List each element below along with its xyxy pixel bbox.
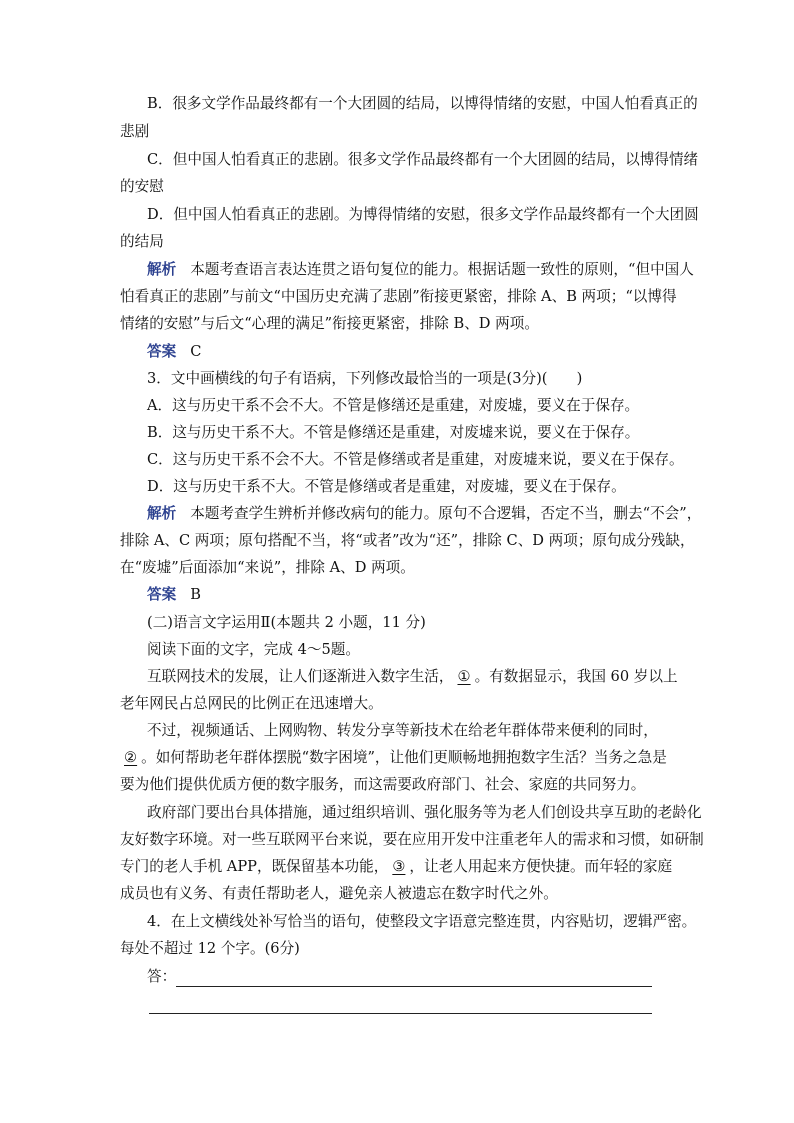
passage-text: 。有数据显示，我国 60 岁以上 bbox=[474, 668, 678, 685]
q2-option-d-line1: D．但中国人怕看真正的悲剧。为博得情绪的安慰，很多文学作品最终都有一个大团圆 bbox=[147, 206, 699, 223]
answer-line-1[interactable] bbox=[176, 986, 652, 987]
q4-stem-line1: 4．在上文横线处补写恰当的语句，使整段文字语意完整连贯，内容贴切，逻辑严密。 bbox=[147, 913, 697, 930]
q3-analysis-line2: 排除 A、C 两项；原句搭配不当，将“或者”改为“还”，排除 C、D 两项；原句成分残缺， bbox=[120, 532, 695, 549]
q3-stem: 3．文中画横线的句子有语病，下列修改最恰当的一项是(3分)( ) bbox=[147, 370, 583, 387]
analysis-label: 解析 bbox=[147, 505, 177, 522]
q2-option-b-line1: B．很多文学作品最终都有一个大团圆的结局，以博得情绪的安慰，中国人怕看真正的 bbox=[147, 95, 698, 112]
blank-2: ② bbox=[124, 749, 138, 766]
answer-line-2[interactable] bbox=[149, 1013, 652, 1014]
q3-option-a: A．这与历史干系不会不大。不管是修缮还是重建，对废墟，要义在于保存。 bbox=[147, 397, 640, 414]
q3-answer bbox=[147, 585, 201, 605]
passage-text: 互联网技术的发展，让人们逐渐进入数字生活， bbox=[147, 668, 454, 685]
q3-answer-value: B bbox=[190, 586, 201, 603]
passage-p2-line2 bbox=[120, 748, 667, 768]
passage-p3-line3 bbox=[120, 857, 672, 877]
passage-p2-line3: 要为他们提供优质方便的数字服务，而这需要政府部门、社会、家庭的共同努力。 bbox=[120, 776, 646, 793]
q3-analysis-text1: 本题考查学生辨析并修改病句的能力。原句不合逻辑，否定不当，删去“不会”， bbox=[190, 505, 702, 522]
passage-p1-line2: 老年网民占总网民的比例正在迅速增大。 bbox=[120, 695, 383, 712]
q3-analysis-line3: 在“废墟”后面添加“来说”，排除 A、D 两项。 bbox=[120, 559, 415, 576]
q3-option-c: C．这与历史干系不会不大。不管是修缮或者是重建，对废墟来说，要义在于保存。 bbox=[147, 451, 684, 468]
passage-text: 专门的老人手机 APP，既保留基本功能， bbox=[120, 858, 389, 875]
answer-label: 答案 bbox=[147, 586, 177, 603]
blank-1: ① bbox=[457, 668, 471, 685]
q2-option-c-line1: C．但中国人怕看真正的悲剧。很多文学作品最终都有一个大团圆的结局，以博得情绪 bbox=[147, 151, 699, 168]
analysis-label: 解析 bbox=[147, 261, 177, 278]
blank-3: ③ bbox=[392, 858, 406, 875]
section-heading: (二)语言文字运用Ⅱ(本题共 2 小题，11 分) bbox=[147, 614, 426, 631]
q2-answer-value: C bbox=[190, 343, 202, 360]
q2-analysis-line2: 怕看真正的悲剧”与前文“中国历史充满了悲剧”衔接更紧密，排除 A、B 两项；“以博得 bbox=[120, 288, 677, 305]
q3-analysis-line1 bbox=[147, 504, 701, 524]
q2-analysis-text1: 本题考查语言表达连贯之语句复位的能力。根据话题一致性的原则，“但中国人 bbox=[190, 261, 694, 278]
q4-stem-line2: 每处不超过 12 个字。(6分) bbox=[120, 940, 300, 957]
q2-option-b-line2: 悲剧 bbox=[120, 123, 150, 140]
q2-option-d-line2: 的结局 bbox=[120, 233, 164, 250]
q3-option-d: D．这与历史干系不大。不管是修缮或者是重建，对废墟，要义在于保存。 bbox=[147, 478, 626, 495]
passage-p3-line2: 友好数字环境。对一些互联网平台来说，要在应用开发中注重老年人的需求和习惯，如研制 bbox=[120, 831, 704, 848]
section-instruction: 阅读下面的文字，完成 4～5题。 bbox=[147, 641, 360, 658]
passage-text: 。如何帮助老年群体摆脱“数字困境”，让他们更顺畅地拥抱数字生活？当务之急是 bbox=[141, 749, 667, 766]
passage-p3-line4: 成员也有义务、有责任帮助老人，避免亲人被遗忘在数字时代之外。 bbox=[120, 885, 558, 902]
passage-p1-line1 bbox=[147, 667, 678, 687]
answer-label: 答案 bbox=[147, 343, 177, 360]
q2-analysis-line3: 情绪的安慰”与后文“心理的满足”衔接更紧密，排除 B、D 两项。 bbox=[120, 315, 539, 332]
q2-analysis-line1 bbox=[147, 260, 694, 280]
passage-p2-line1: 不过，视频通话、上网购物、转发分享等新技术在给老年群体带来便利的同时， bbox=[147, 722, 658, 739]
answer-prompt: 答： bbox=[147, 968, 177, 985]
passage-p3-line1: 政府部门要出台具体措施，通过组织培训、强化服务等为老人们创设共享互助的老龄化 bbox=[147, 804, 702, 821]
q2-answer bbox=[147, 342, 201, 362]
q2-option-c-line2: 的安慰 bbox=[120, 178, 164, 195]
q3-option-b: B．这与历史干系不大。不管是修缮还是重建，对废墟来说，要义在于保存。 bbox=[147, 424, 640, 441]
passage-text: ，让老人用起来方便快捷。而年轻的家庭 bbox=[409, 858, 673, 875]
